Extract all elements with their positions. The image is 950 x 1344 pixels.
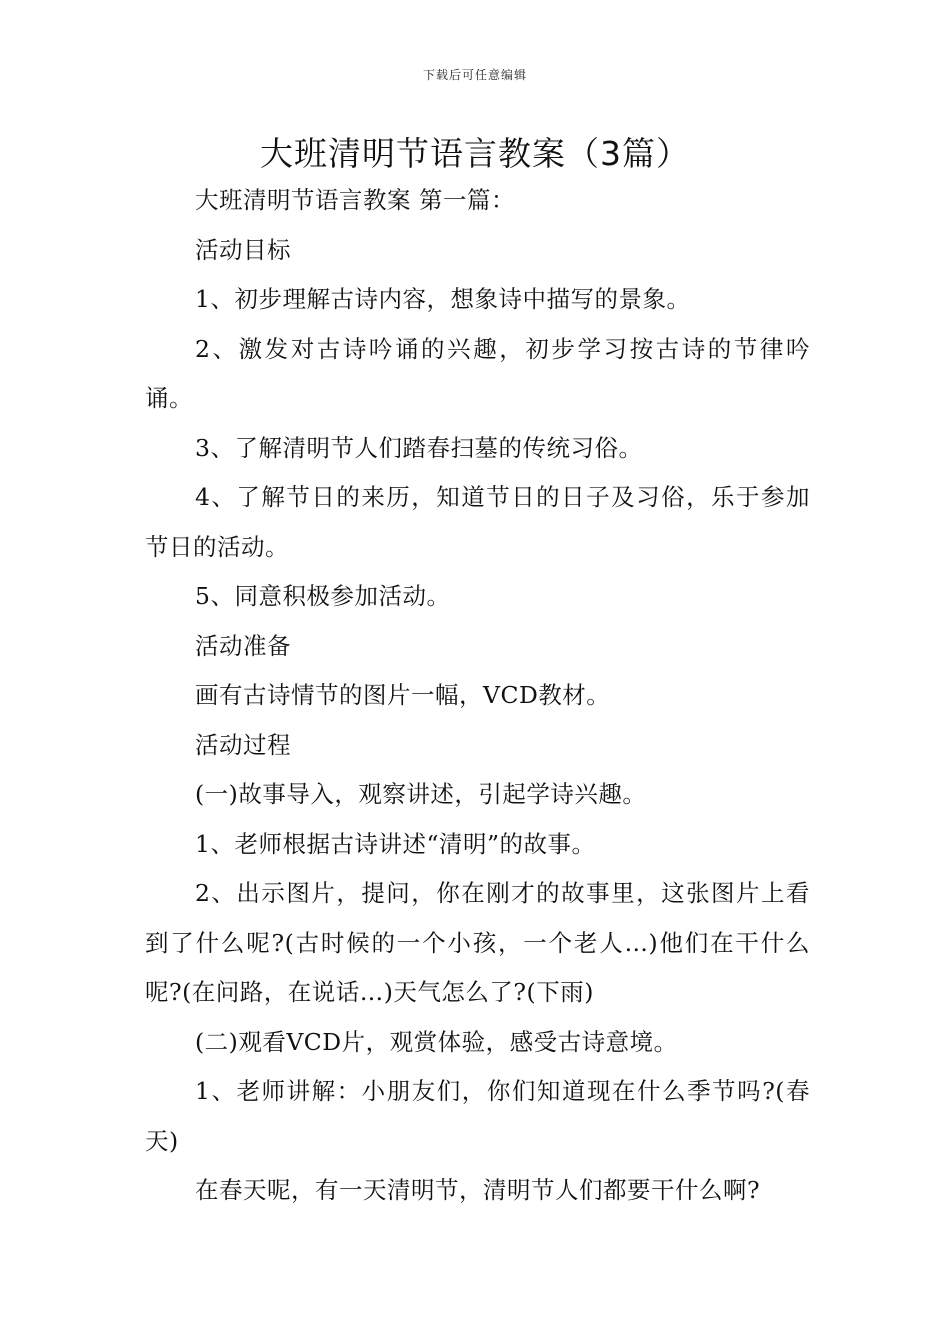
goal-item: 4、了解节日的来历，知道节日的日子及习俗，乐于参加节日的活动。	[145, 483, 810, 561]
goal-item: 3、了解清明节人们踏春扫墓的传统习俗。	[195, 433, 643, 462]
process-step: 2、出示图片，提问，你在刚才的故事里，这张图片上看到了什么呢?(古时候的一个小孩，一个老人…)他们在干什么呢?(在问路，在说话…)天气怎么了?(下雨)	[145, 879, 810, 1006]
goal-item: 2、激发对古诗吟诵的兴趣，初步学习按古诗的节律吟诵。	[145, 334, 810, 412]
process-step: 1、老师根据古诗讲述“清明”的故事。	[195, 829, 596, 858]
process-step: 在春天呢，有一天清明节，清明节人们都要干什么啊?	[195, 1176, 761, 1204]
document-body	[145, 176, 810, 1216]
goal-item: 5、同意积极参加活动。	[195, 582, 451, 610]
subheading-preparation: 活动准备	[195, 631, 291, 660]
subheading-process: 活动过程	[195, 730, 291, 759]
process-step: 1、老师讲解：小朋友们，你们知道现在什么季节吗?(春天)	[145, 1077, 810, 1155]
document-title: 大班清明节语言教案（3篇）	[260, 134, 690, 173]
subheading-goals: 活动目标	[195, 235, 291, 264]
process-step: (二)观看VCD片，观赏体验，感受古诗意境。	[195, 1027, 678, 1056]
preparation-text: 画有古诗情节的图片一幅，VCD教材。	[195, 681, 611, 709]
process-step: (一)故事导入，观察讲述，引起学诗兴趣。	[195, 780, 647, 808]
goal-item: 1、初步理解古诗内容，想象诗中描写的景象。	[195, 285, 691, 313]
page-header: 下载后可任意编辑	[422, 68, 527, 82]
section-heading: 大班清明节语言教案 第一篇：	[195, 186, 515, 214]
